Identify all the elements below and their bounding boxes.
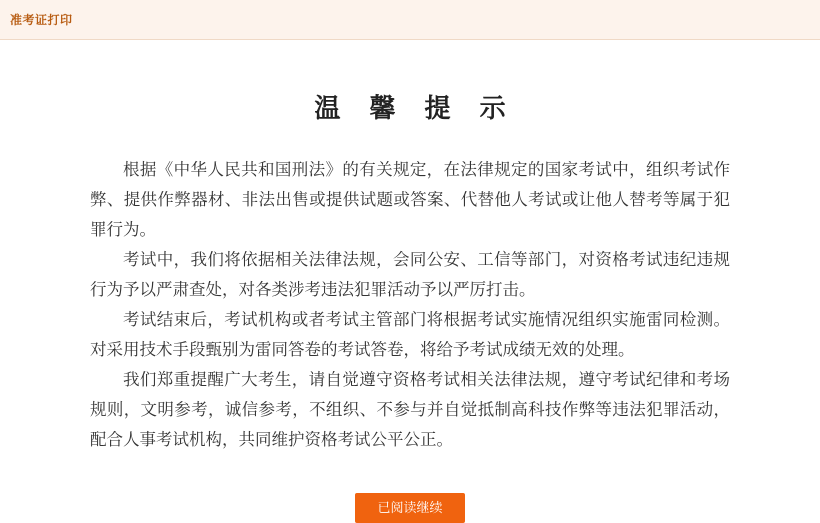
notice-paragraph: 我们郑重提醒广大考生，请自觉遵守资格考试相关法律法规，遵守考试纪律和考场规则，文明参考，诚信参考，不组织、不参与并自觉抵制高科技作弊等违法犯罪活动，配合人事考试机构，共同维护资格考试公平公正。 (90, 370, 730, 449)
continue-button[interactable]: 已阅读继续 (355, 493, 464, 523)
notice-heading: 温 馨 提 示 (314, 94, 516, 124)
notice-paragraph: 根据《中华人民共和国刑法》的有关规定，在法律规定的国家考试中，组织考试作弊、提供作弊器材、非法出售或提供试题或答案、代替他人考试或让他人替考等属于犯罪行为。 (90, 160, 730, 239)
notice-paragraph: 考试结束后，考试机构或者考试主管部门将根据考试实施情况组织实施雷同检测。对采用技术手段甄别为雷同答卷的考试答卷，将给予考试成绩无效的处理。 (90, 310, 730, 359)
main-content (0, 88, 820, 523)
page-title: 准考证打印 (10, 13, 73, 27)
notice-body (90, 155, 730, 455)
notice-paragraph: 考试中，我们将依据相关法律法规，会同公安、工信等部门，对资格考试违纪违规行为予以严肃查处，对各类涉考违法犯罪活动予以严厉打击。 (90, 250, 730, 299)
header-bar (0, 0, 820, 40)
